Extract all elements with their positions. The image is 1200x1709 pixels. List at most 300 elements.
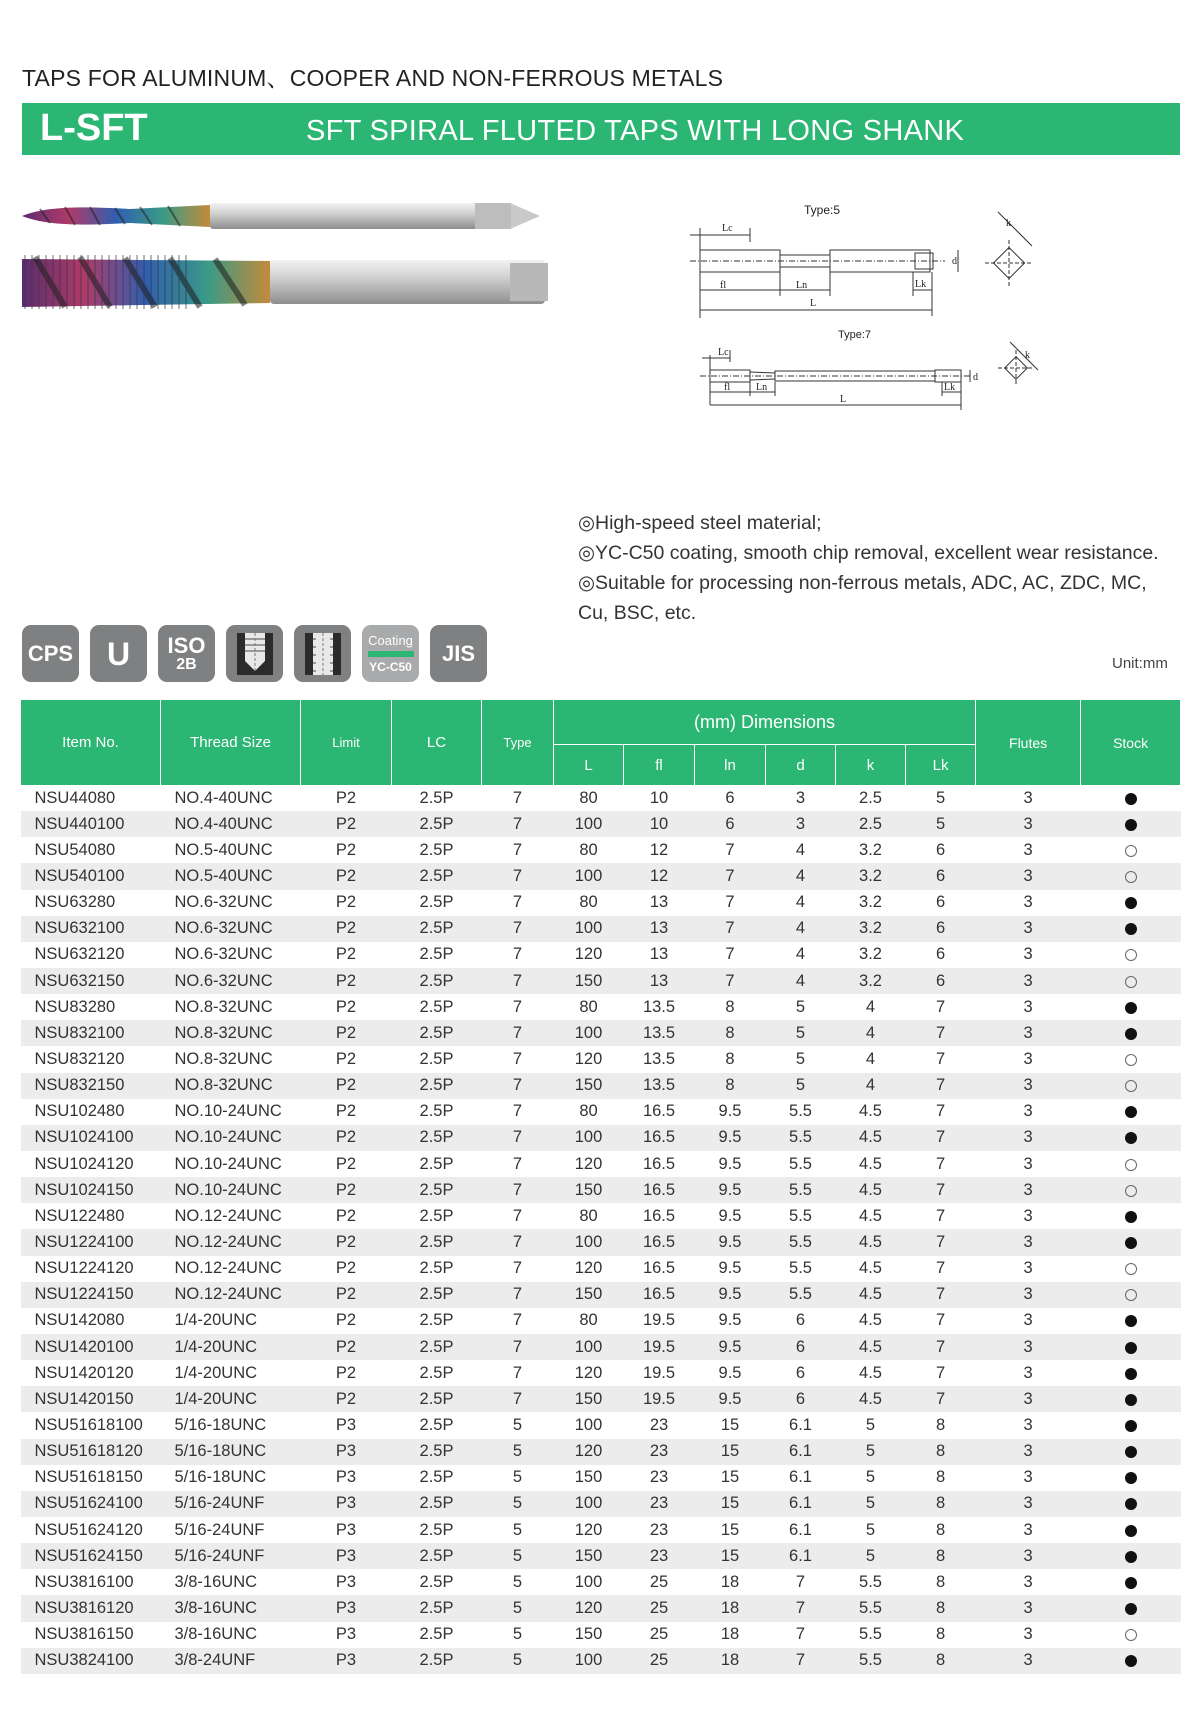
cell-flutes: 3 [976,1203,1081,1229]
cell-k: 4.5 [836,1177,906,1203]
in-stock-dot-icon [1125,1498,1137,1510]
cell-l: 120 [554,1595,624,1621]
table-row [21,994,1181,1020]
cell-l: 120 [554,942,624,968]
cell-ln: 8 [695,994,766,1020]
cell-lc: 2.5P [392,1256,482,1282]
cell-limit: P2 [301,1360,392,1386]
cell-lc: 2.5P [392,1282,482,1308]
cell-d: 5.5 [766,1151,836,1177]
table-row [21,1543,1181,1569]
cell-lc: 2.5P [392,1020,482,1046]
cell-lk: 8 [906,1412,976,1438]
cell-l: 80 [554,890,624,916]
cell-d: 6 [766,1308,836,1334]
cell-item: NSU632150 [21,968,161,994]
cell-thread: NO.10-24UNC [161,1125,301,1151]
in-stock-dot-icon [1125,1002,1137,1014]
cell-k: 4 [836,1073,906,1099]
cell-ln: 9.5 [695,1099,766,1125]
cell-ln: 7 [695,890,766,916]
cell-d: 5 [766,1020,836,1046]
cell-fl: 16.5 [624,1151,695,1177]
cell-fl: 19.5 [624,1308,695,1334]
cell-item: NSU51624120 [21,1517,161,1543]
cell-stock [1081,1491,1181,1517]
cell-type: 7 [482,1360,554,1386]
out-of-stock-circle-icon [1125,1629,1137,1641]
cell-fl: 13.5 [624,1020,695,1046]
in-stock-dot-icon [1125,1525,1137,1537]
cell-k: 4 [836,1046,906,1072]
cell-l: 100 [554,1334,624,1360]
cell-limit: P2 [301,1229,392,1255]
cell-stock [1081,942,1181,968]
cell-stock [1081,1282,1181,1308]
cell-flutes: 3 [976,1439,1081,1465]
cell-l: 150 [554,1386,624,1412]
cell-item: NSU1420120 [21,1360,161,1386]
table-row [21,1622,1181,1648]
cell-limit: P2 [301,1282,392,1308]
cell-l: 150 [554,1622,624,1648]
cell-lc: 2.5P [392,1491,482,1517]
cell-limit: P2 [301,1386,392,1412]
cell-stock [1081,1125,1181,1151]
in-stock-dot-icon [1125,819,1137,831]
cell-flutes: 3 [976,1595,1081,1621]
cell-k: 3.2 [836,916,906,942]
cell-ln: 18 [695,1648,766,1674]
out-of-stock-circle-icon [1125,1263,1137,1275]
cell-fl: 13.5 [624,1073,695,1099]
cell-k: 4.5 [836,1151,906,1177]
cell-ln: 7 [695,837,766,863]
table-row [21,1334,1181,1360]
cell-ln: 18 [695,1622,766,1648]
cell-lc: 2.5P [392,1569,482,1595]
cell-fl: 16.5 [624,1256,695,1282]
cell-lk: 8 [906,1648,976,1674]
cell-d: 5.5 [766,1203,836,1229]
cell-limit: P3 [301,1439,392,1465]
blind-hole-icon [226,625,283,682]
cell-l: 100 [554,1125,624,1151]
cell-l: 100 [554,916,624,942]
cell-lc: 2.5P [392,994,482,1020]
dim-fl-5: fl [720,280,727,291]
table-row [21,1020,1181,1046]
dim-lc-7: Lc [718,347,729,358]
cell-lk: 8 [906,1595,976,1621]
out-of-stock-circle-icon [1125,1054,1137,1066]
cell-type: 7 [482,1229,554,1255]
dim-lk-7: Lk [944,382,956,393]
cell-fl: 16.5 [624,1099,695,1125]
cell-stock [1081,785,1181,811]
feature-item: ◎YC-C50 coating, smooth chip removal, excellent wear resistance. [578,542,1159,564]
cell-item: NSU1224150 [21,1282,161,1308]
cell-flutes: 3 [976,1412,1081,1438]
cell-type: 7 [482,994,554,1020]
cell-l: 120 [554,1439,624,1465]
table-row [21,1308,1181,1334]
cell-lk: 8 [906,1569,976,1595]
cell-stock [1081,994,1181,1020]
dim-lk-5: Lk [915,279,927,290]
cell-ln: 9.5 [695,1360,766,1386]
unit-label: Unit:mm [1112,655,1168,672]
cell-lk: 8 [906,1543,976,1569]
cell-limit: P2 [301,863,392,889]
cell-lk: 5 [906,811,976,837]
cell-flutes: 3 [976,1020,1081,1046]
dim-ln-7: Ln [756,382,768,393]
cell-type: 5 [482,1517,554,1543]
cell-l: 120 [554,1517,624,1543]
cell-k: 4 [836,1020,906,1046]
cell-l: 150 [554,968,624,994]
cell-fl: 13 [624,916,695,942]
cell-d: 7 [766,1622,836,1648]
cell-l: 80 [554,837,624,863]
cell-stock [1081,1386,1181,1412]
cell-l: 100 [554,1020,624,1046]
cell-fl: 13.5 [624,994,695,1020]
cell-thread: NO.12-24UNC [161,1229,301,1255]
table-row [21,1125,1181,1151]
in-stock-dot-icon [1125,1368,1137,1380]
cell-lk: 8 [906,1439,976,1465]
cell-item: NSU3816100 [21,1569,161,1595]
table-row [21,1491,1181,1517]
in-stock-dot-icon [1125,1394,1137,1406]
cell-thread: 5/16-18UNC [161,1412,301,1438]
cell-stock [1081,1334,1181,1360]
cell-flutes: 3 [976,1125,1081,1151]
spec-table-body [21,785,1181,1674]
cell-lc: 2.5P [392,1203,482,1229]
cell-d: 7 [766,1569,836,1595]
cell-ln: 9.5 [695,1151,766,1177]
cell-k: 4.5 [836,1256,906,1282]
cell-k: 4.5 [836,1099,906,1125]
cell-thread: 1/4-20UNC [161,1308,301,1334]
cell-item: NSU51618120 [21,1439,161,1465]
cell-type: 7 [482,1177,554,1203]
out-of-stock-circle-icon [1125,1185,1137,1197]
table-row [21,1099,1181,1125]
cell-k: 5 [836,1491,906,1517]
cell-thread: NO.10-24UNC [161,1099,301,1125]
cell-flutes: 3 [976,1177,1081,1203]
cell-ln: 8 [695,1073,766,1099]
cell-flutes: 3 [976,890,1081,916]
cell-limit: P3 [301,1569,392,1595]
table-row [21,1386,1181,1412]
cell-thread: 5/16-18UNC [161,1465,301,1491]
cell-ln: 7 [695,916,766,942]
cell-lc: 2.5P [392,1622,482,1648]
cell-thread: NO.10-24UNC [161,1151,301,1177]
table-row [21,1360,1181,1386]
cell-l: 100 [554,1491,624,1517]
cell-fl: 16.5 [624,1282,695,1308]
cell-ln: 9.5 [695,1125,766,1151]
cell-flutes: 3 [976,1622,1081,1648]
cell-ln: 6 [695,785,766,811]
cell-item: NSU54080 [21,837,161,863]
cell-thread: NO.6-32UNC [161,890,301,916]
cell-d: 5.5 [766,1256,836,1282]
cell-thread: NO.5-40UNC [161,863,301,889]
cell-lk: 7 [906,1334,976,1360]
cell-k: 4.5 [836,1334,906,1360]
cell-item: NSU1420150 [21,1386,161,1412]
cell-fl: 25 [624,1569,695,1595]
cell-flutes: 3 [976,916,1081,942]
in-stock-dot-icon [1125,923,1137,935]
cell-lk: 7 [906,1256,976,1282]
cell-ln: 9.5 [695,1386,766,1412]
table-row [21,1412,1181,1438]
cell-type: 7 [482,811,554,837]
cell-thread: 1/4-20UNC [161,1334,301,1360]
cell-item: NSU122480 [21,1203,161,1229]
cell-d: 6 [766,1334,836,1360]
cell-limit: P3 [301,1517,392,1543]
dim-lc-5: Lc [722,223,733,234]
table-row [21,968,1181,994]
out-of-stock-circle-icon [1125,871,1137,883]
cell-lk: 7 [906,1125,976,1151]
cell-ln: 15 [695,1439,766,1465]
cell-item: NSU51624100 [21,1491,161,1517]
cell-ln: 9.5 [695,1308,766,1334]
cell-k: 3.2 [836,863,906,889]
badge-label: U [106,635,131,672]
cell-fl: 10 [624,785,695,811]
cell-limit: P2 [301,811,392,837]
cell-type: 5 [482,1622,554,1648]
cell-item: NSU632120 [21,942,161,968]
cell-lc: 2.5P [392,1595,482,1621]
cell-l: 80 [554,994,624,1020]
jis-badge [430,625,487,682]
cell-limit: P2 [301,1334,392,1360]
cell-l: 150 [554,1177,624,1203]
cell-lc: 2.5P [392,890,482,916]
cell-limit: P2 [301,785,392,811]
cell-stock [1081,916,1181,942]
cell-type: 7 [482,785,554,811]
cell-limit: P3 [301,1622,392,1648]
cell-thread: NO.8-32UNC [161,1046,301,1072]
table-row [21,1256,1181,1282]
cell-type: 7 [482,1073,554,1099]
cell-thread: 5/16-24UNF [161,1517,301,1543]
cell-d: 4 [766,837,836,863]
cell-type: 5 [482,1465,554,1491]
cell-item: NSU832150 [21,1073,161,1099]
out-of-stock-circle-icon [1125,845,1137,857]
cell-flutes: 3 [976,1256,1081,1282]
coating-bar [368,651,414,657]
cell-l: 150 [554,1465,624,1491]
cell-d: 5.5 [766,1177,836,1203]
cell-k: 3.2 [836,837,906,863]
cell-type: 7 [482,863,554,889]
cell-lc: 2.5P [392,1073,482,1099]
out-of-stock-circle-icon [1125,1080,1137,1092]
thin-tap-image [22,203,540,229]
cell-thread: 1/4-20UNC [161,1360,301,1386]
cell-flutes: 3 [976,785,1081,811]
cell-l: 120 [554,1360,624,1386]
badge-label: Coating [368,633,413,648]
cell-item: NSU540100 [21,863,161,889]
cell-k: 4.5 [836,1282,906,1308]
cell-l: 120 [554,1151,624,1177]
tap-dimension-diagram [680,200,1080,430]
out-of-stock-circle-icon [1125,976,1137,988]
in-stock-dot-icon [1125,1420,1137,1432]
in-stock-dot-icon [1125,1132,1137,1144]
cell-d: 4 [766,942,836,968]
cell-stock [1081,863,1181,889]
cell-item: NSU1224100 [21,1229,161,1255]
cell-fl: 23 [624,1517,695,1543]
header-thread-size: Thread Size [161,700,301,785]
cell-fl: 25 [624,1595,695,1621]
through-hole-icon [294,625,351,682]
cell-k: 5.5 [836,1648,906,1674]
table-row [21,1282,1181,1308]
cell-fl: 12 [624,863,695,889]
product-name: SFT SPIRAL FLUTED TAPS WITH LONG SHANK [306,115,965,147]
cell-ln: 7 [695,863,766,889]
cell-thread: 5/16-24UNF [161,1543,301,1569]
cell-flutes: 3 [976,1569,1081,1595]
cell-l: 80 [554,1099,624,1125]
cell-flutes: 3 [976,1151,1081,1177]
in-stock-dot-icon [1125,1211,1137,1223]
cell-d: 5.5 [766,1229,836,1255]
in-stock-dot-icon [1125,1342,1137,1354]
cell-type: 5 [482,1491,554,1517]
cell-type: 5 [482,1543,554,1569]
cell-d: 6 [766,1360,836,1386]
cell-ln: 9.5 [695,1256,766,1282]
cell-l: 80 [554,1308,624,1334]
cell-item: NSU3816150 [21,1622,161,1648]
table-row [21,811,1181,837]
header-lc: LC [392,700,482,785]
cell-flutes: 3 [976,1465,1081,1491]
cell-thread: 3/8-16UNC [161,1569,301,1595]
cell-fl: 12 [624,837,695,863]
header-stock: Stock [1081,700,1181,785]
cell-d: 6.1 [766,1439,836,1465]
cell-limit: P2 [301,1073,392,1099]
cell-type: 5 [482,1439,554,1465]
cell-lk: 8 [906,1622,976,1648]
cell-stock [1081,1412,1181,1438]
cell-stock [1081,890,1181,916]
cell-k: 3.2 [836,968,906,994]
cell-lc: 2.5P [392,1439,482,1465]
cell-d: 7 [766,1595,836,1621]
cell-l: 100 [554,811,624,837]
in-stock-dot-icon [1125,1603,1137,1615]
cell-fl: 13 [624,968,695,994]
cell-ln: 9.5 [695,1282,766,1308]
cell-limit: P3 [301,1648,392,1674]
cell-limit: P2 [301,1256,392,1282]
cell-k: 4.5 [836,1386,906,1412]
cell-stock [1081,1046,1181,1072]
cell-limit: P2 [301,1177,392,1203]
cell-item: NSU832100 [21,1020,161,1046]
cell-k: 5 [836,1412,906,1438]
cell-stock [1081,1543,1181,1569]
header-flutes: Flutes [976,700,1081,785]
cell-stock [1081,1648,1181,1674]
cell-flutes: 3 [976,1046,1081,1072]
cell-item: NSU1024150 [21,1177,161,1203]
cell-thread: NO.12-24UNC [161,1203,301,1229]
cell-d: 6.1 [766,1412,836,1438]
cell-lc: 2.5P [392,863,482,889]
cell-d: 3 [766,811,836,837]
cell-type: 7 [482,1099,554,1125]
cell-flutes: 3 [976,1282,1081,1308]
cell-d: 5 [766,1046,836,1072]
cell-stock [1081,1073,1181,1099]
cell-fl: 13 [624,890,695,916]
cell-type: 7 [482,1386,554,1412]
cell-d: 6.1 [766,1465,836,1491]
badge-label: JIS [441,640,476,666]
cell-thread: NO.4-40UNC [161,811,301,837]
cell-stock [1081,837,1181,863]
feature-list [578,508,1178,628]
cell-thread: NO.5-40UNC [161,837,301,863]
cell-fl: 16.5 [624,1203,695,1229]
cell-item: NSU1024120 [21,1151,161,1177]
cell-stock [1081,1439,1181,1465]
cell-type: 7 [482,1256,554,1282]
out-of-stock-circle-icon [1125,949,1137,961]
cell-lc: 2.5P [392,1229,482,1255]
cell-limit: P2 [301,942,392,968]
cell-d: 6.1 [766,1543,836,1569]
cell-lk: 7 [906,1203,976,1229]
cell-stock [1081,1517,1181,1543]
cell-lc: 2.5P [392,1308,482,1334]
cell-flutes: 3 [976,1308,1081,1334]
cell-lk: 7 [906,994,976,1020]
cell-flutes: 3 [976,1648,1081,1674]
table-row [21,1203,1181,1229]
cell-l: 100 [554,863,624,889]
cell-lc: 2.5P [392,1099,482,1125]
table-row [21,1073,1181,1099]
cell-thread: NO.10-24UNC [161,1177,301,1203]
cps-badge [22,625,79,682]
cell-type: 7 [482,1020,554,1046]
cell-limit: P2 [301,1308,392,1334]
